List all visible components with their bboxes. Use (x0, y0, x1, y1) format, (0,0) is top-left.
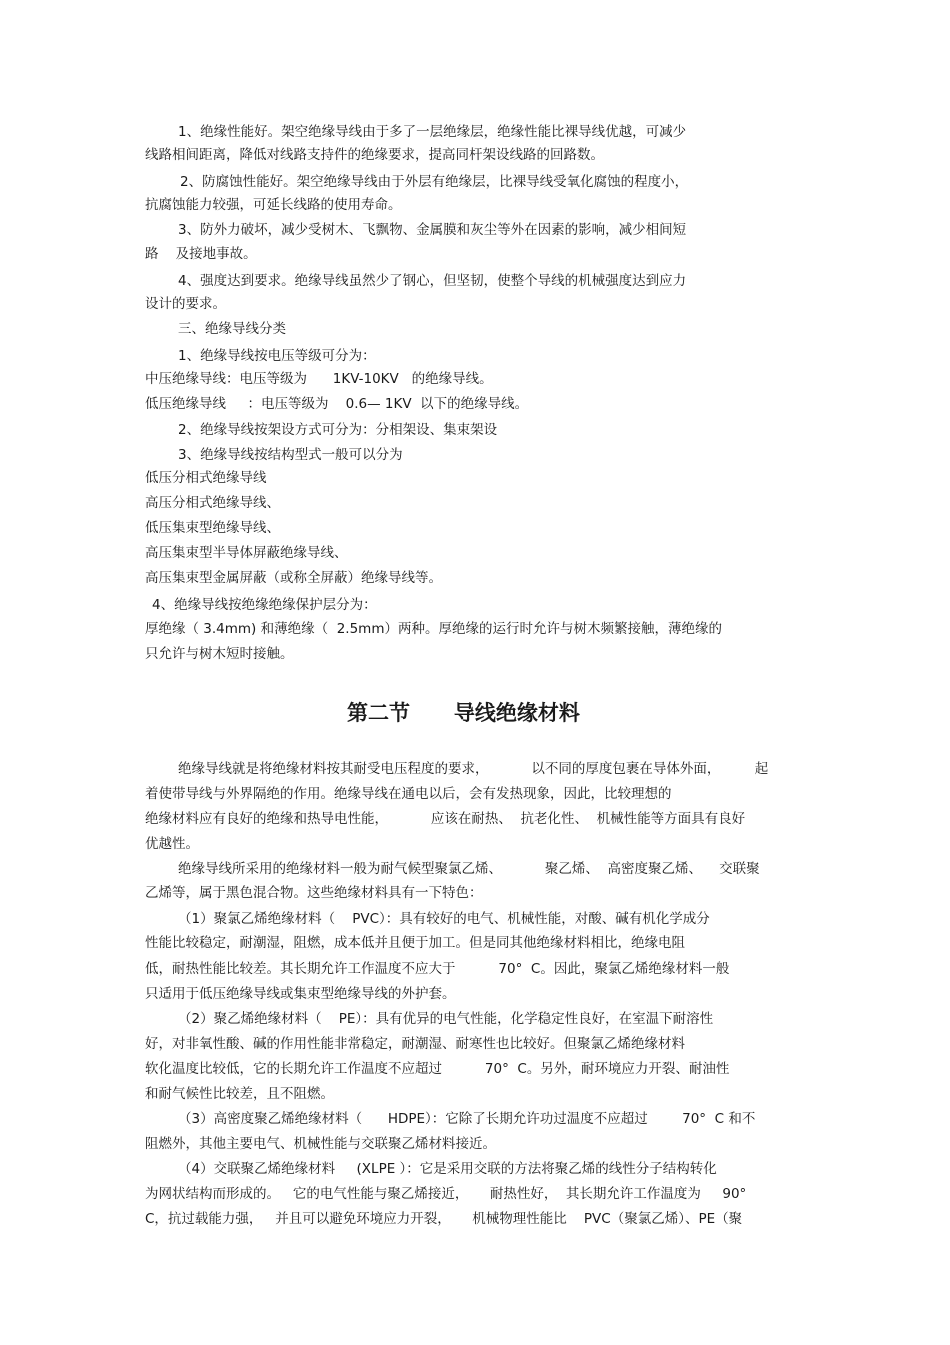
s1-line-1: 1、绝缘性能好。架空绝缘导线由于多了一层绝缘层，绝缘性能比裸导线优越，可减少 (178, 124, 687, 140)
s1-line-14: 3、绝缘导线按结构型式一般可以分为 (178, 447, 403, 463)
s2-line-18: 为网状结构而形成的。 它的电气性能与聚乙烯接近， 耐热性好， 其长期允许工作温度为 90° (145, 1186, 747, 1202)
s1-heading: 三、绝缘导线分类 (178, 321, 286, 337)
s1-line-13: 2、绝缘导线按架设方式可分为：分相架设、集束架设 (178, 422, 498, 438)
s1-line-6: 路 及接地事故。 (145, 246, 257, 262)
s2-line-3: 绝缘材料应有良好的绝缘和热导电性能， 应该在耐热、 抗老化性、 机械性能等方面具有良好 (145, 811, 746, 827)
s2-line-7: （1）聚氯乙烯绝缘材料（ PVC）：具有较好的电气、机械性能，对酸、碱有机化学成分 (178, 911, 710, 927)
s2-line-16: 阻燃外，其他主要电气、机械性能与交联聚乙烯材料接近。 (145, 1136, 496, 1152)
s1-line-22: 只允许与树木短时接触。 (145, 646, 294, 662)
s2-line-5: 绝缘导线所采用的绝缘材料一般为耐气候型聚氯乙烯、 聚乙烯、 高密度聚乙烯、 交联聚 (178, 861, 760, 877)
s1-line-7: 4、强度达到要求。绝缘导线虽然少了钢心，但坚韧，使整个导线的机械强度达到应力 (178, 273, 687, 289)
s2-line-1: 绝缘导线就是将绝缘材料按其耐受电压程度的要求， 以不同的厚度包裹在导体外面， 起 (178, 761, 769, 777)
s1-line-3: 2、防腐蚀性能好。架空绝缘导线由于外层有绝缘层，比裸导线受氧化腐蚀的程度小， (180, 174, 689, 190)
s1-line-18: 高压集束型半导体屏蔽绝缘导线、 (145, 545, 348, 561)
s2-line-13: 软化温度比较低，它的长期允许工作温度不应超过 70° C。另外，耐环境应力开裂、耐油性 (145, 1061, 730, 1077)
s1-line-10: 1、绝缘导线按电压等级可分为： (178, 348, 376, 364)
section-title: 第二节 导线绝缘材料 (347, 701, 580, 725)
s2-line-8: 性能比较稳定，耐潮湿，阻燃，成本低并且便于加工。但是同其他绝缘材料相比，绝缘电阻 (145, 935, 685, 951)
s2-line-9: 低，耐热性能比较差。其长期允许工作温度不应大于 70° C。因此，聚氯乙烯绝缘材料一般 (145, 961, 730, 977)
s2-line-6: 乙烯等，属于黑色混合物。这些绝缘材料具有一下特色： (145, 885, 483, 901)
s1-line-16: 高压分相式绝缘导线、 (145, 495, 280, 511)
s2-line-14: 和耐气候性比较差，且不阻燃。 (145, 1086, 334, 1102)
s2-line-17: （4）交联聚乙烯绝缘材料 (XLPE ）：它是采用交联的方法将聚乙烯的线性分子结构转化 (178, 1161, 717, 1177)
s2-line-15: （3）高密度聚乙烯绝缘材料（ HDPE）：它除了长期允许功过温度不应超过 70° C 和不 (178, 1111, 756, 1127)
s1-line-4: 抗腐蚀能力较强，可延长线路的使用寿命。 (145, 197, 402, 213)
s2-line-11: （2）聚乙烯绝缘材料（ PE）：具有优异的电气性能，化学稳定性良好，在室温下耐溶性 (178, 1011, 714, 1027)
s1-line-12: 低压绝缘导线 ：电压等级为 0.6— 1KV 以下的绝缘导线。 (145, 396, 529, 412)
s1-line-11: 中压绝缘导线：电压等级为 1KV-10KV 的绝缘导线。 (145, 371, 493, 387)
s1-line-21: 厚绝缘（ 3.4mm) 和薄绝缘（ 2.5mm）两种。厚绝缘的运行时允许与树木频繁接触，薄绝缘的 (145, 621, 722, 637)
s2-line-12: 好，对非氧性酸、碱的作用性能非常稳定，耐潮湿、耐寒性也比较好。但聚氯乙烯绝缘材料 (145, 1036, 685, 1052)
s1-line-20: 4、绝缘导线按绝缘绝缘保护层分为： (152, 597, 377, 613)
s2-line-4: 优越性。 (145, 836, 199, 852)
s1-line-2: 线路相间距离，降低对线路支持件的绝缘要求，提高同杆架设线路的回路数。 (145, 147, 604, 163)
s2-line-19: C，抗过载能力强， 并且可以避免环境应力开裂， 机械物理性能比 PVC（聚氯乙烯）、PE（聚 (145, 1211, 743, 1227)
s1-line-5: 3、防外力破坏，减少受树木、飞飘物、金属膜和灰尘等外在因素的影响，减少相间短 (178, 222, 687, 238)
s2-line-10: 只适用于低压绝缘导线或集束型绝缘导线的外护套。 (145, 986, 456, 1002)
s1-line-19: 高压集束型金属屏蔽（或称全屏蔽）绝缘导线等。 (145, 570, 442, 586)
s2-line-2: 着使带导线与外界隔绝的作用。绝缘导线在通电以后，会有发热现象，因此，比较理想的 (145, 786, 672, 802)
s1-line-17: 低压集束型绝缘导线、 (145, 520, 280, 536)
s1-line-15: 低压分相式绝缘导线 (145, 470, 267, 486)
s1-line-8: 设计的要求。 (145, 296, 226, 312)
